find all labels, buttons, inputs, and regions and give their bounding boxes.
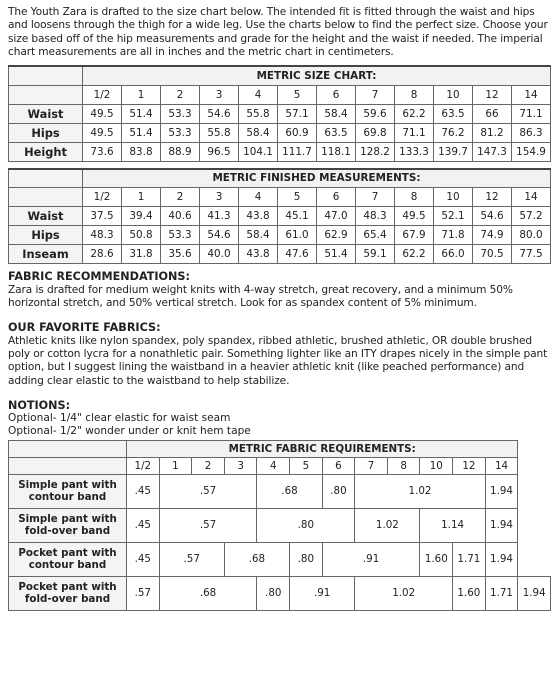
size-header: 1 [159, 457, 192, 474]
size-header: 7 [356, 85, 395, 104]
measurement-cell: 62.9 [317, 226, 356, 245]
measurement-cell: 70.5 [473, 245, 512, 264]
size-header: 6 [322, 457, 355, 474]
measurement-cell: 37.5 [83, 207, 122, 226]
size-header: 6 [317, 188, 356, 207]
size-chart-title: METRIC SIZE CHART: [83, 66, 551, 85]
size-header: 3 [200, 85, 239, 104]
measurement-cell: 65.4 [356, 226, 395, 245]
notions-heading: NOTIONS: [8, 398, 71, 412]
finished-chart-title: METRIC FINISHED MEASUREMENTS: [83, 169, 551, 188]
measurement-cell: 62.2 [395, 104, 434, 123]
measurement-cell: 81.2 [473, 123, 512, 142]
measurement-cell: 86.3 [512, 123, 551, 142]
measurement-cell: 54.6 [473, 207, 512, 226]
size-header: 2 [161, 188, 200, 207]
yardage-cell: .68 [257, 474, 322, 508]
size-header: 14 [512, 188, 551, 207]
metric-fabric-requirements [8, 440, 551, 611]
measurement-cell: 77.5 [512, 245, 551, 264]
size-header: 12 [453, 457, 486, 474]
measurement-cell: 59.6 [356, 104, 395, 123]
measurement-cell: 51.4 [122, 104, 161, 123]
measurement-cell: 47.6 [278, 245, 317, 264]
measurement-cell: 43.8 [239, 245, 278, 264]
row-label: Hips [9, 226, 83, 245]
measurement-cell: 62.2 [395, 245, 434, 264]
size-header: 1 [122, 85, 161, 104]
size-header: 8 [387, 457, 420, 474]
measurement-row [9, 142, 551, 161]
yardage-cell: 1.94 [518, 576, 551, 610]
measurement-row [9, 245, 551, 264]
fabric-req-row [9, 576, 551, 610]
yardage-cell: 1.02 [355, 508, 420, 542]
yardage-cell: .45 [127, 474, 160, 508]
measurement-row [9, 226, 551, 245]
measurement-cell: 53.3 [161, 226, 200, 245]
row-label: Waist [9, 207, 83, 226]
size-header: 5 [290, 457, 323, 474]
measurement-row [9, 123, 551, 142]
row-label: Simple pant with fold-over band [9, 508, 127, 542]
yardage-cell: .80 [290, 542, 323, 576]
fabric-req-header-row [9, 457, 551, 474]
measurement-cell: 35.6 [161, 245, 200, 264]
yardage-cell: 1.94 [485, 508, 518, 542]
measurement-cell: 147.3 [473, 142, 512, 161]
size-header: 4 [239, 188, 278, 207]
measurement-cell: 80.0 [512, 226, 551, 245]
yardage-cell: 1.71 [453, 542, 486, 576]
measurement-cell: 73.6 [83, 142, 122, 161]
size-header: 1 [122, 188, 161, 207]
measurement-cell: 53.3 [161, 123, 200, 142]
size-header: 1/2 [127, 457, 160, 474]
yardage-cell: .80 [257, 508, 355, 542]
measurement-row [9, 207, 551, 226]
yardage-cell: .68 [159, 576, 257, 610]
measurement-cell: 51.4 [317, 245, 356, 264]
row-label: Pocket pant with contour band [9, 542, 127, 576]
measurement-cell: 154.9 [512, 142, 551, 161]
size-header: 2 [161, 85, 200, 104]
measurement-cell: 96.5 [200, 142, 239, 161]
measurement-cell: 54.6 [200, 226, 239, 245]
measurement-cell: 52.1 [434, 207, 473, 226]
row-label: Inseam [9, 245, 83, 264]
notion-item: Optional- 1/2" wonder under or knit hem tape [8, 425, 251, 438]
measurement-cell: 53.3 [161, 104, 200, 123]
size-header: 14 [485, 457, 518, 474]
measurement-cell: 47.0 [317, 207, 356, 226]
size-header: 3 [224, 457, 257, 474]
size-header: 8 [395, 85, 434, 104]
yardage-cell: 1.02 [355, 576, 453, 610]
metric-size-chart [8, 65, 551, 162]
measurement-cell: 60.9 [278, 123, 317, 142]
metric-finished-measurements [8, 168, 551, 265]
measurement-cell: 48.3 [356, 207, 395, 226]
row-label: Pocket pant with fold-over band [9, 576, 127, 610]
notion-item: Optional- 1/4" clear elastic for waist seam [8, 412, 231, 425]
size-header: 5 [278, 188, 317, 207]
measurement-cell: 58.4 [317, 104, 356, 123]
size-chart-header-row [9, 85, 551, 104]
measurement-cell: 28.6 [83, 245, 122, 264]
measurement-cell: 39.4 [122, 207, 161, 226]
measurement-cell: 57.1 [278, 104, 317, 123]
size-header: 12 [473, 85, 512, 104]
measurement-cell: 128.2 [356, 142, 395, 161]
measurement-cell: 71.8 [434, 226, 473, 245]
yardage-cell: 1.94 [485, 542, 518, 576]
intro-paragraph: The Youth Zara is drafted to the size chart below. The intended fit is fitted through the waist and hips and loosens through the thigh for a wide leg. Use the charts below to find the perfect size. Choose your size based off of the hip measurements and grade for the height and the waist if needed. The imperial chart measurements are all in inches and the metric chart in centimeters. [8, 6, 548, 58]
measurement-cell: 133.3 [395, 142, 434, 161]
favorite-fabrics-heading: OUR FAVORITE FABRICS: [8, 321, 161, 335]
measurement-cell: 50.8 [122, 226, 161, 245]
measurement-cell: 48.3 [83, 226, 122, 245]
size-header: 1/2 [83, 85, 122, 104]
fabric-recommendations-heading: FABRIC RECOMMENDATIONS: [8, 270, 190, 284]
measurement-cell: 69.8 [356, 123, 395, 142]
measurement-cell: 45.1 [278, 207, 317, 226]
fabric-req-row [9, 474, 551, 508]
measurement-cell: 49.5 [83, 123, 122, 142]
measurement-row [9, 104, 551, 123]
row-label: Hips [9, 123, 83, 142]
yardage-cell: 1.02 [355, 474, 485, 508]
yardage-cell: .57 [159, 508, 257, 542]
yardage-cell: 1.71 [485, 576, 518, 610]
measurement-cell: 57.2 [512, 207, 551, 226]
yardage-cell: 1.14 [420, 508, 485, 542]
measurement-cell: 76.2 [434, 123, 473, 142]
size-header: 3 [200, 188, 239, 207]
measurement-cell: 61.0 [278, 226, 317, 245]
row-label: Waist [9, 104, 83, 123]
fabric-req-row [9, 542, 551, 576]
measurement-cell: 88.9 [161, 142, 200, 161]
yardage-cell: .45 [127, 542, 160, 576]
row-label: Simple pant with contour band [9, 474, 127, 508]
measurement-cell: 43.8 [239, 207, 278, 226]
measurement-cell: 83.8 [122, 142, 161, 161]
fabric-req-title: METRIC FABRIC REQUIREMENTS: [127, 440, 518, 457]
size-header: 10 [434, 188, 473, 207]
yardage-cell: .80 [257, 576, 290, 610]
size-header: 5 [278, 85, 317, 104]
yardage-cell: .91 [290, 576, 355, 610]
measurement-cell: 63.5 [317, 123, 356, 142]
yardage-cell: .57 [159, 474, 257, 508]
measurement-cell: 49.5 [395, 207, 434, 226]
yardage-cell: .80 [322, 474, 355, 508]
yardage-cell: 1.60 [453, 576, 486, 610]
finished-chart-header-row [9, 188, 551, 207]
measurement-cell: 71.1 [395, 123, 434, 142]
yardage-cell: 1.94 [485, 474, 518, 508]
measurement-cell: 66 [473, 104, 512, 123]
measurement-cell: 31.8 [122, 245, 161, 264]
yardage-cell: .45 [127, 508, 160, 542]
fabric-recommendations-text: Zara is drafted for medium weight knits with 4-way stretch, great recovery, and a minimum 50% horizontal stretch, and 50% vertical stretch. Look for as spandex content of 5% minimum. [8, 283, 513, 309]
measurement-cell: 104.1 [239, 142, 278, 161]
fabric-req-row [9, 508, 551, 542]
size-header: 4 [239, 85, 278, 104]
yardage-cell: .91 [322, 542, 420, 576]
yardage-cell: .57 [127, 576, 160, 610]
measurement-cell: 118.1 [317, 142, 356, 161]
yardage-cell: 1.60 [420, 542, 453, 576]
size-header: 7 [355, 457, 388, 474]
size-header: 1/2 [83, 188, 122, 207]
measurement-cell: 58.4 [239, 226, 278, 245]
measurement-cell: 139.7 [434, 142, 473, 161]
measurement-cell: 51.4 [122, 123, 161, 142]
measurement-cell: 49.5 [83, 104, 122, 123]
measurement-cell: 41.3 [200, 207, 239, 226]
measurement-cell: 54.6 [200, 104, 239, 123]
size-header: 4 [257, 457, 290, 474]
size-header: 14 [512, 85, 551, 104]
measurement-cell: 58.4 [239, 123, 278, 142]
measurement-cell: 74.9 [473, 226, 512, 245]
measurement-cell: 66.0 [434, 245, 473, 264]
measurement-cell: 55.8 [200, 123, 239, 142]
yardage-cell: .68 [224, 542, 289, 576]
row-label: Height [9, 142, 83, 161]
measurement-cell: 63.5 [434, 104, 473, 123]
measurement-cell: 59.1 [356, 245, 395, 264]
size-header: 6 [317, 85, 356, 104]
measurement-cell: 40.6 [161, 207, 200, 226]
size-header: 8 [395, 188, 434, 207]
measurement-cell: 40.0 [200, 245, 239, 264]
measurement-cell: 67.9 [395, 226, 434, 245]
size-header: 10 [434, 85, 473, 104]
size-header: 12 [473, 188, 512, 207]
size-header: 7 [356, 188, 395, 207]
size-header: 2 [192, 457, 225, 474]
measurement-cell: 55.8 [239, 104, 278, 123]
measurement-cell: 71.1 [512, 104, 551, 123]
favorite-fabrics-text: Athletic knits like nylon spandex, poly spandex, ribbed athletic, brushed athletic, OR double brushed poly or cotton lycra for a nonathletic pair. Something lighter like an ITY drapes nicely in the simple pant option, but I suggest lining the waistband in a heavier athletic knit (like peached performance) and adding clear elastic to the waistband to help stabilize. [8, 334, 548, 387]
measurement-cell: 111.7 [278, 142, 317, 161]
yardage-cell: .57 [159, 542, 224, 576]
size-header: 10 [420, 457, 453, 474]
